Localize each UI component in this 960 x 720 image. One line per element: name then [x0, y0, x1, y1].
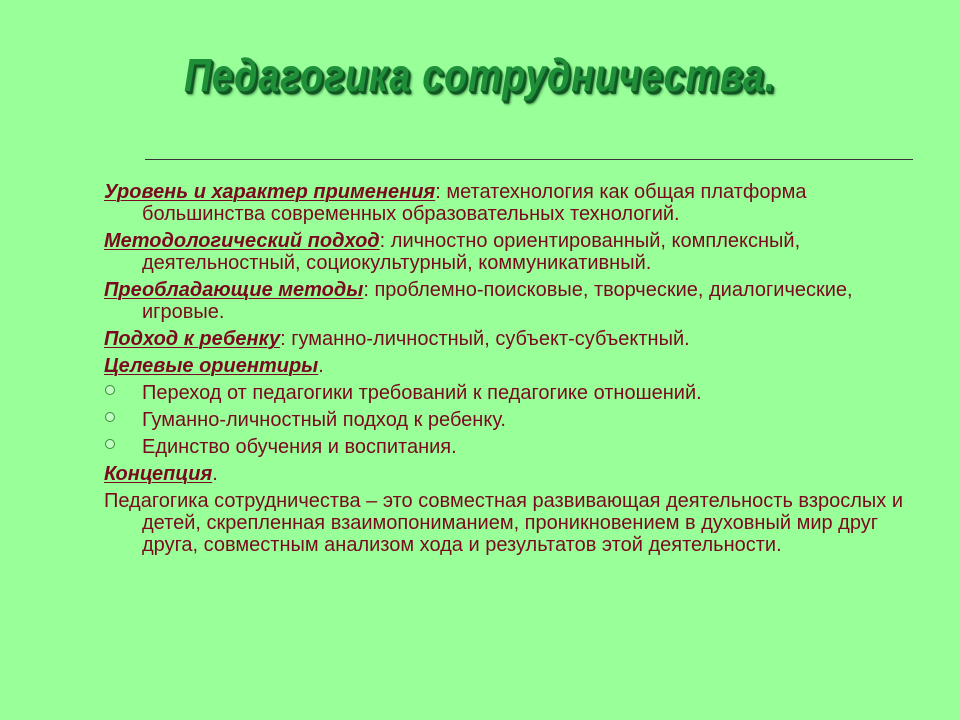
child-approach-paragraph — [104, 328, 904, 350]
methods-paragraph — [104, 279, 904, 323]
level-separator: : — [435, 181, 441, 203]
methodological-approach-separator: : — [379, 230, 386, 252]
goals-separator: . — [318, 355, 324, 377]
goals-paragraph — [104, 355, 904, 377]
child-approach-label: Подход к ребенку — [104, 328, 281, 350]
circle-bullet-icon — [105, 412, 115, 422]
concept-label: Концепция — [104, 463, 213, 485]
level-paragraph — [104, 181, 904, 225]
methodological-approach-text: личностно ориентированный, комплексный, деятельностный, социокультурный, коммуникативный. — [142, 230, 801, 274]
concept-heading — [104, 463, 904, 485]
methods-text: проблемно-поисковые, творческие, диалогические, игровые. — [142, 279, 853, 323]
circle-bullet-icon — [105, 385, 115, 395]
child-approach-separator: : — [280, 328, 286, 350]
child-approach-text: гуманно-личностный, субъект-субъектный. — [285, 328, 690, 350]
slide-content — [104, 181, 904, 561]
level-text: метатехнология как общая платформа большинства современных образовательных технологий. — [142, 181, 807, 225]
methods-label: Преобладающие методы — [104, 279, 364, 301]
methodological-approach-label: Методологический подход — [104, 230, 380, 252]
list-item — [104, 382, 904, 404]
slide-title: Педагогика сотрудничества. — [183, 49, 777, 101]
methods-separator: : — [363, 279, 369, 301]
title-divider — [145, 159, 913, 160]
bullet-text: Гуманно-личностный подход к ребенку. — [142, 409, 506, 431]
list-item — [104, 436, 904, 458]
bullet-text: Единство обучения и воспитания. — [142, 436, 457, 458]
level-label: Уровень и характер применения — [104, 181, 436, 203]
list-item — [104, 409, 904, 431]
methodological-approach-paragraph — [104, 230, 904, 274]
concept-separator: . — [212, 463, 218, 485]
circle-bullet-icon — [105, 439, 115, 449]
bullet-text: Переход от педагогики требований к педагогике отношений. — [142, 382, 702, 404]
concept-paragraph: Педагогика сотрудничества – это совместная развивающая деятельность взрослых и детей, скрепленная взаимопониманием, проникновением в духовный мир друг друга, совместным анализом хода и результатов этой деятельности. — [104, 490, 904, 556]
goals-label: Целевые ориентиры — [104, 355, 319, 377]
